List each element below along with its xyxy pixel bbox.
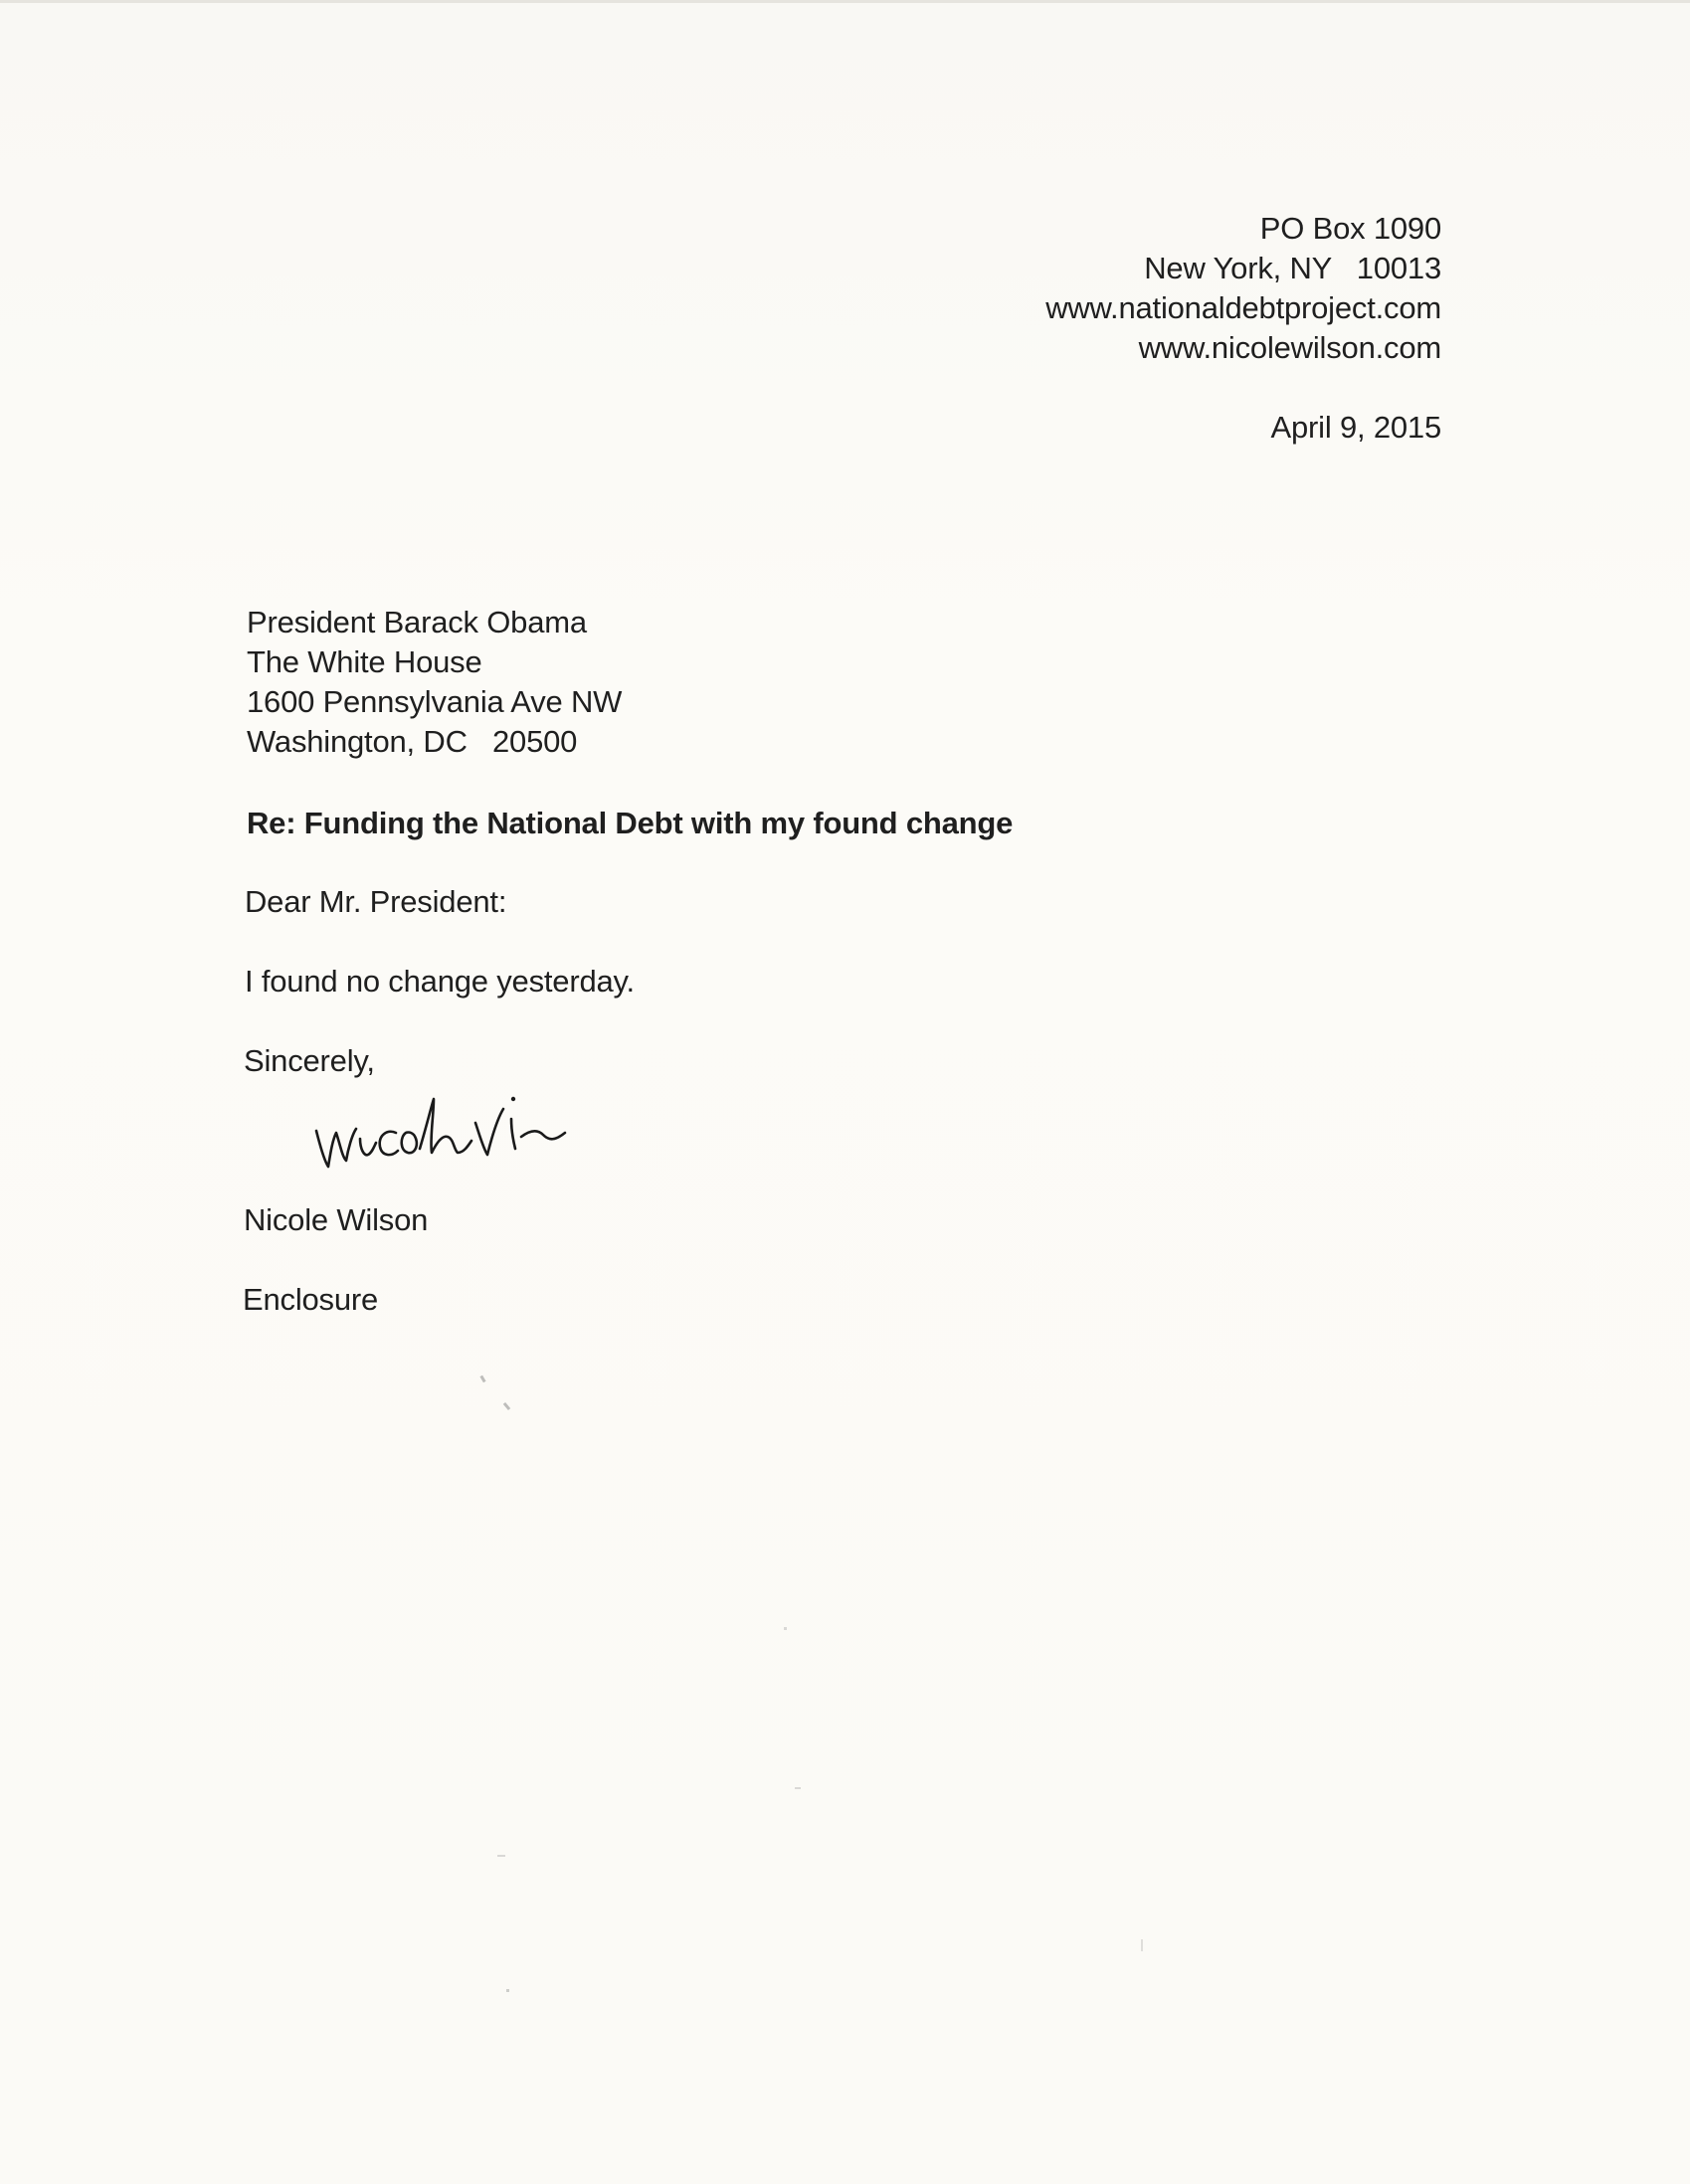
scan-speck xyxy=(1141,1939,1143,1951)
scan-speck xyxy=(784,1627,787,1630)
letter-body: I found no change yesterday. xyxy=(245,964,635,999)
sender-website-2: www.nicolewilson.com xyxy=(1138,330,1441,365)
paper-top-edge xyxy=(0,0,1690,3)
letter-subject: Re: Funding the National Debt with my found change xyxy=(247,806,1014,840)
signer-name: Nicole Wilson xyxy=(244,1202,429,1237)
handwritten-signature xyxy=(308,1069,647,1179)
recipient-line3: 1600 Pennsylvania Ave NW xyxy=(247,684,623,719)
recipient-name: President Barack Obama xyxy=(247,605,587,639)
scan-speck xyxy=(479,1375,485,1383)
scan-speck xyxy=(503,1402,510,1410)
closing: Sincerely, xyxy=(244,1043,375,1078)
scan-speck xyxy=(795,1787,801,1789)
salutation: Dear Mr. President: xyxy=(245,884,507,919)
sender-address-line1: PO Box 1090 xyxy=(1259,211,1441,246)
sender-website-1: www.nationaldebtproject.com xyxy=(1045,290,1441,325)
scan-speck xyxy=(506,1989,509,1992)
letter-date: April 9, 2015 xyxy=(1270,410,1441,445)
scan-speck xyxy=(497,1855,505,1857)
recipient-line4: Washington, DC 20500 xyxy=(247,724,578,759)
recipient-line2: The White House xyxy=(247,644,482,679)
enclosure-note: Enclosure xyxy=(243,1282,379,1317)
sender-address-line2: New York, NY 10013 xyxy=(1144,251,1441,285)
